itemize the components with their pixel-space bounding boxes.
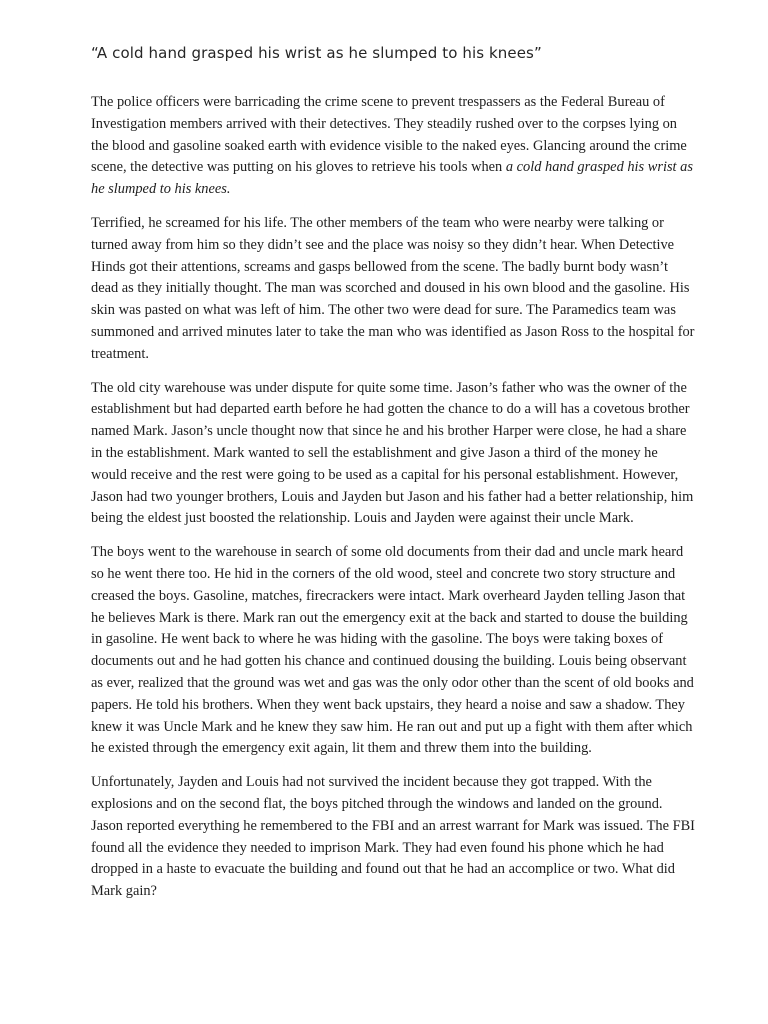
paragraph-1-italic: a cold hand grasped his wrist as he slumped to his knees. [91,159,693,198]
document-body [91,92,697,915]
paragraph-1-text: The police officers were barricading the crime scene to prevent trespassers as the Federal Bureau of Investigation members arrived with their detectives. They steadily rushed over to the corpses lying on the blood and gasoline soaked earth with evidence visible to the naked eyes. Glancing around the crime scene, the detective was putting on his gloves to retrieve his tools when [91,94,687,176]
paragraph-1 [91,92,697,201]
paragraph-3: The old city warehouse was under dispute for quite some time. Jason’s father who was the owner of the establishment but had departed earth before he had gotten the chance to do a will has a covetous brother named Mark. Jason’s uncle thought now that since he and his brother Harper were close, he had a share in the establishment. Mark wanted to sell the establishment and give Jason a third of the money he would receive and the rest were going to be used as a capital for his personal establishment. However, Jason had two younger brothers, Louis and Jayden but Jason and his father had a better relationship, him being the eldest just boosted the relationship. Louis and Jayden were against their uncle Mark. [91,379,694,527]
document-title: “A cold hand grasped his wrist as he slumped to his knees” [91,44,542,62]
paragraph-5: Unfortunately, Jayden and Louis had not survived the incident because they got trapped. With the explosions and on the second flat, the boys pitched through the windows and landed on the ground. Jason reported everything he remembered to the FBI and an arrest warrant for Mark was issued. The FBI found all the evidence they needed to imprison Mark. They had even found his phone which he had dropped in a haste to evacuate the building and found out that he had an accomplice or two. What did Mark gain? [91,774,695,900]
paragraph-4: The boys went to the warehouse in search of some old documents from their dad and uncle mark heard so he went there too. He hid in the corners of the old wood, steel and concrete two story structure and creased the boys. Gasoline, matches, firecrackers were intact. Mark overheard Jayden telling Jason that he believes Mark is there. Mark ran out the emergency exit at the back and started to douse the building in gasoline. He went back to where he was hiding with the gasoline. The boys were taking boxes of documents out and he had gotten his chance and continued dousing the building. Louis being observant as ever, realized that the ground was wet and gas was the only odor other than the scent of old books and papers. He told his brothers. When they went back upstairs, they heard a noise and saw a shadow. They knew it was Uncle Mark and he knew they saw him. He ran out and put up a fight with them after which he existed through the emergency exit again, lit them and threw them into the building. [91,544,694,757]
paragraph-2: Terrified, he screamed for his life. The other members of the team who were nearby were talking or turned away from him so they didn’t see and the place was noisy so they didn’t hear. When Detective Hinds got their attentions, screams and gasps bellowed from the scene. The badly burnt body wasn’t dead as they initially thought. The man was scorched and doused in his own blood and the gasoline. His skin was pasted on what was left of him. The other two were dead for sure. The Paramedics team was summoned and arrived minutes later to take the man who was identified as Jason Ross to the hospital for treatment. [91,214,695,362]
